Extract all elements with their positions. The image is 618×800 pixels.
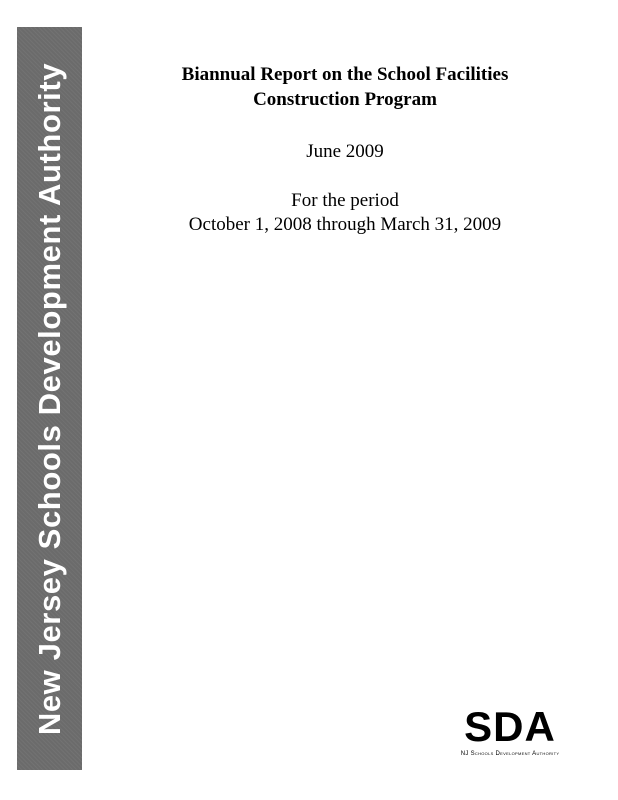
period-range: October 1, 2008 through March 31, 2009 <box>188 214 502 235</box>
report-title <box>100 62 590 112</box>
logo-subtitle: NJ Schools Development Authority <box>460 751 560 757</box>
sidebar-organization-name: New Jersey Schools Development Authority <box>31 62 67 735</box>
reporting-period <box>100 189 590 237</box>
period-label: For the period <box>291 190 399 211</box>
report-title-line-2: Construction Program <box>253 89 437 110</box>
report-date: June 2009 <box>306 141 384 162</box>
sidebar-band <box>17 27 82 770</box>
sda-logo <box>440 705 580 765</box>
logo-mark: SDA <box>464 703 556 750</box>
report-title-line-1: Biannual Report on the School Facilities <box>181 64 509 85</box>
